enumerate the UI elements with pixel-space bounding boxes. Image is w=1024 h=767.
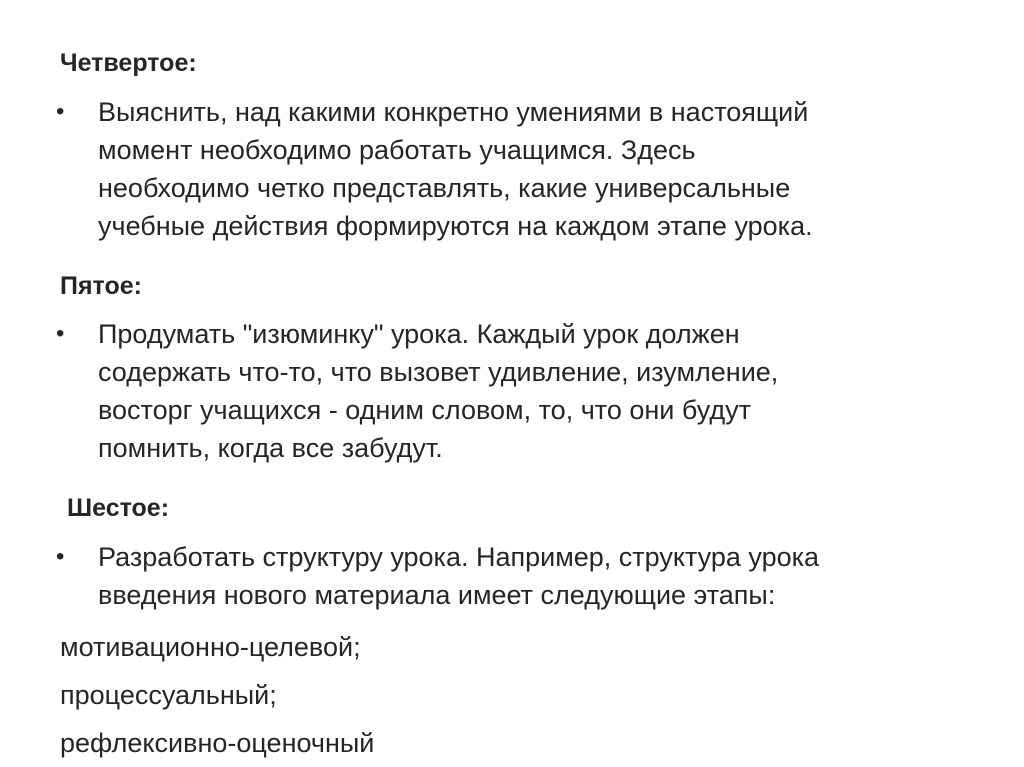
bullet-icon: • xyxy=(56,98,65,125)
bullet-item-fourth xyxy=(56,93,986,245)
bullet-icon: • xyxy=(56,543,65,570)
stage-item: рефлексивно-оценочный xyxy=(60,728,375,758)
heading-sixth: Шестое: xyxy=(67,494,170,522)
bullet-text-sixth: Разработать структуру урока. Например, структура урока введения нового материала имеет следующие этапы: xyxy=(98,542,820,610)
heading-fifth: Пятое: xyxy=(60,272,142,300)
stage-item: процессуальный; xyxy=(60,680,277,710)
bullet-icon: • xyxy=(56,320,65,347)
bullet-item-fifth xyxy=(56,315,986,467)
bullet-text-fifth: Продумать "изюминку" урока. Каждый урок должен содержать что-то, что вызовет удивление, изумление, восторг учащихся - одним словом, то, что они будут помнить, когда все забудут. xyxy=(98,319,779,463)
bullet-text-fourth: Выяснить, над какими конкретно умениями в настоящий момент необходимо работать учащимся. Здесь необходимо четко представлять, какие универсальные учебные действия формируются на каждом этапе урока. xyxy=(98,97,813,241)
heading-fourth: Четвертое: xyxy=(60,49,197,77)
bullet-item-sixth xyxy=(56,538,986,614)
stage-item: мотивационно-целевой; xyxy=(60,632,361,662)
